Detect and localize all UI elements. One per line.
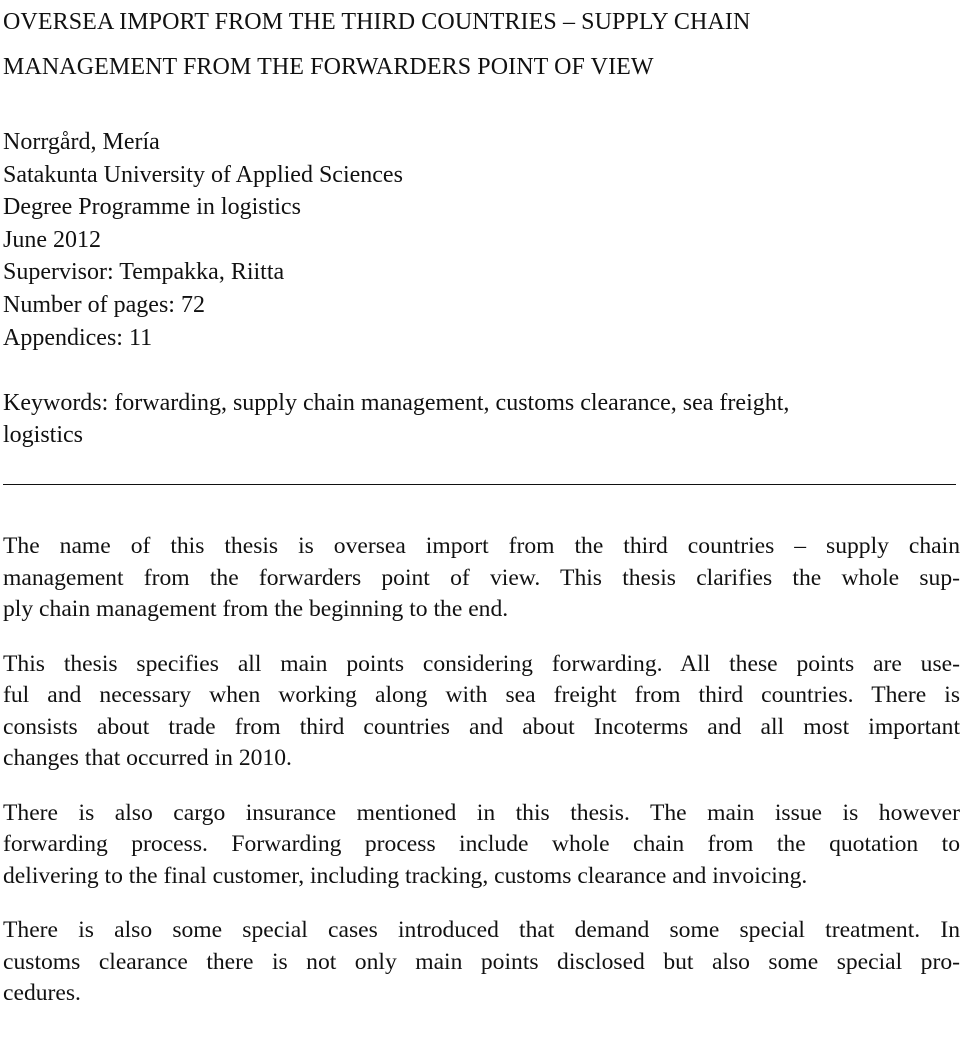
degree-programme: Degree Programme in logistics xyxy=(3,194,301,221)
abstract-line: changes that occurred in 2010. xyxy=(3,745,292,771)
abstract-line: There is also cargo insurance mentioned in this thesis. The main issue is however xyxy=(3,799,960,826)
page-count: Number of pages: 72 xyxy=(3,291,205,318)
thesis-title-line: MANAGEMENT FROM THE FORWARDERS POINT OF VIEW xyxy=(3,54,654,80)
abstract-line: consists about trade from third countries and about Incoterms and all most important xyxy=(3,713,960,740)
abstract-paragraph xyxy=(3,915,960,1010)
abstract-line: delivering to the final customer, including tracking, customs clearance and invoicing. xyxy=(3,862,808,889)
abstract-line: ful and necessary when working along with sea freight from third countries. There is xyxy=(3,682,960,708)
abstract-paragraph xyxy=(3,798,960,893)
keywords-line: Keywords: forwarding, supply chain management, customs clearance, sea freight, xyxy=(3,390,790,416)
thesis-title xyxy=(3,0,958,90)
author-name: Norrgård, Mería xyxy=(3,129,160,155)
publication-date: June 2012 xyxy=(3,226,101,253)
appendices-count: Appendices: 11 xyxy=(3,324,153,351)
separator-line xyxy=(3,484,956,485)
abstract-line: forwarding process. Forwarding process include whole chain from the quotation to xyxy=(3,831,960,857)
abstract-line: cedures. xyxy=(3,980,81,1006)
keywords xyxy=(3,387,958,451)
abstract-line: This thesis specifies all main points considering forwarding. All these points are use- xyxy=(3,650,960,677)
abstract xyxy=(3,531,960,1033)
thesis-metadata xyxy=(3,126,403,354)
abstract-line: ply chain management from the beginning to the end. xyxy=(3,596,509,622)
abstract-paragraph xyxy=(3,531,960,626)
abstract-line: customs clearance there is not only main points disclosed but also some special pro- xyxy=(3,948,960,975)
abstract-paragraph xyxy=(3,649,960,775)
supervisor: Supervisor: Tempakka, Riitta xyxy=(3,259,285,286)
thesis-title-line: OVERSEA IMPORT FROM THE THIRD COUNTRIES – SUPPLY CHAIN xyxy=(3,9,751,35)
abstract-line: management from the forwarders point of view. This thesis clarifies the whole sup- xyxy=(3,564,960,591)
abstract-line: There is also some special cases introduced that demand some special treatment. In xyxy=(3,917,960,943)
keywords-line: logistics xyxy=(3,422,84,448)
university-name: Satakunta University of Applied Sciences xyxy=(3,161,403,188)
abstract-line: The name of this thesis is oversea import from the third countries – supply chain xyxy=(3,533,960,559)
